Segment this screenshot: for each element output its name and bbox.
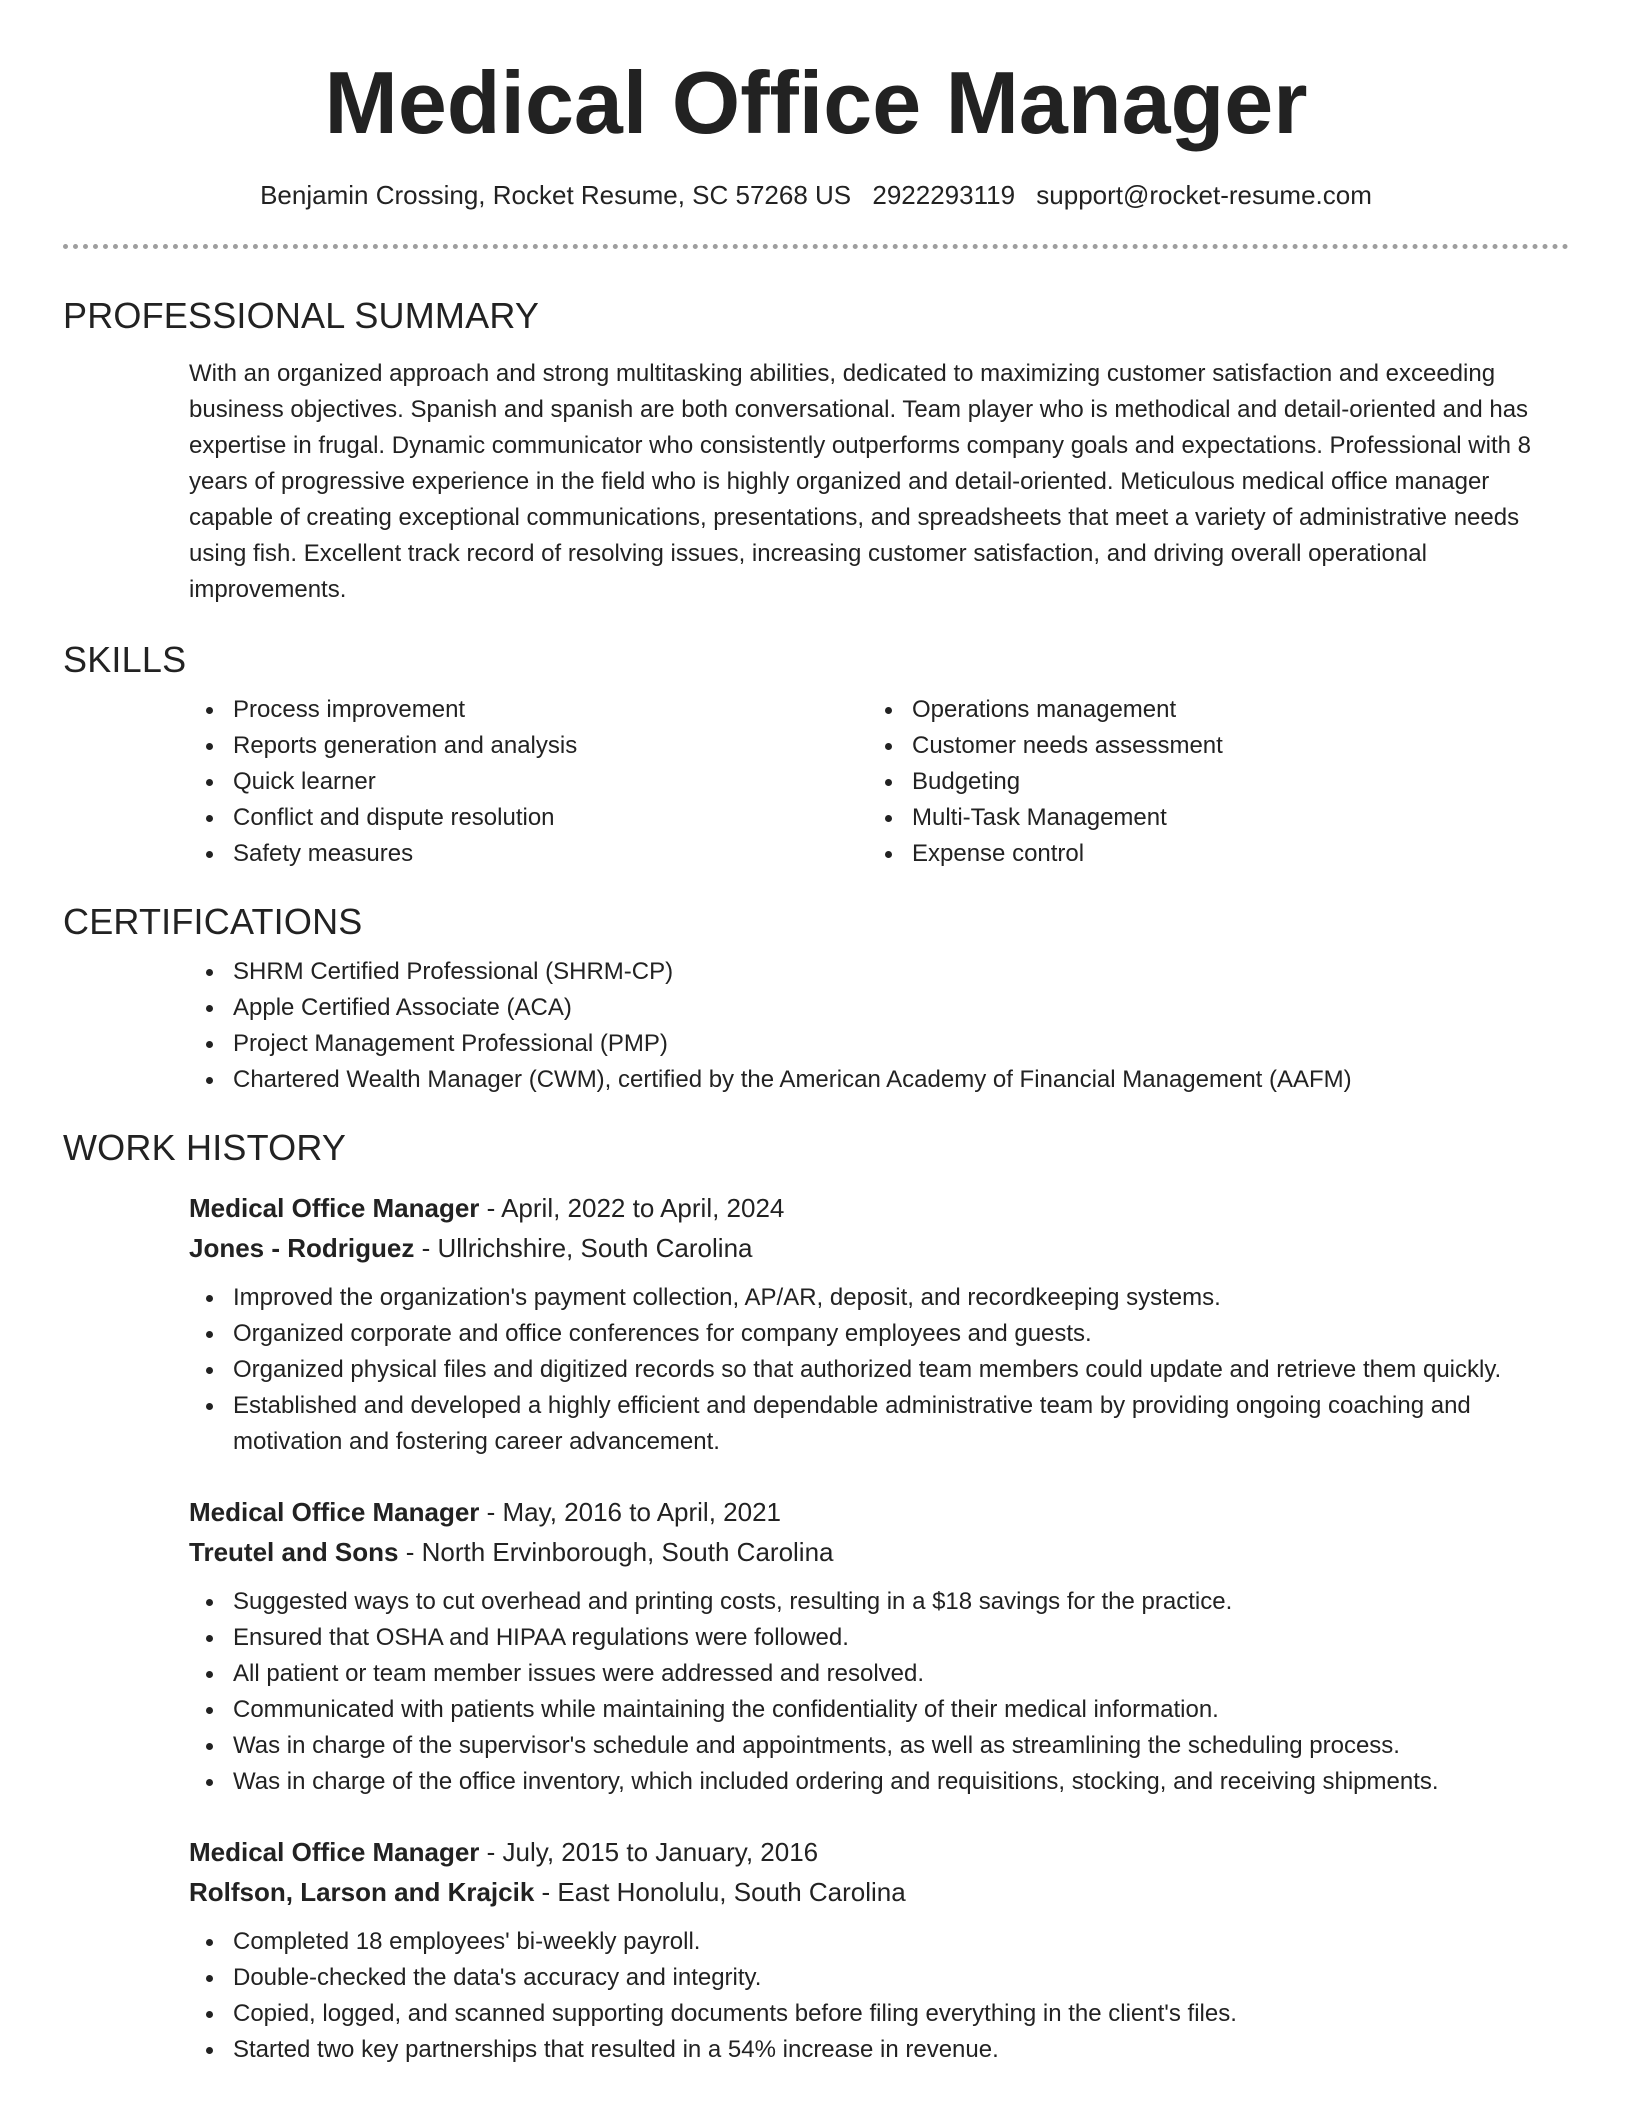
bullet-dot bbox=[206, 1367, 213, 1374]
bullet-dot bbox=[885, 815, 892, 822]
job-location: - Ullrichshire, South Carolina bbox=[414, 1233, 753, 1263]
job-title-line bbox=[189, 1188, 1569, 1228]
skill-item: Conflict and dispute resolution bbox=[189, 800, 868, 836]
job-dates: - May, 2016 to April, 2021 bbox=[479, 1497, 781, 1527]
job-company: Rolfson, Larson and Krajcik bbox=[189, 1877, 535, 1907]
skill-item: Expense control bbox=[868, 836, 1547, 872]
skill-item: Budgeting bbox=[868, 764, 1547, 800]
section-title-skills: SKILLS bbox=[63, 639, 187, 680]
job-duties-list bbox=[189, 1584, 1569, 1800]
skills-column-left bbox=[189, 692, 868, 872]
job-entry bbox=[189, 1492, 1569, 1800]
contact-email: support@rocket-resume.com bbox=[1036, 180, 1372, 210]
skill-item: Quick learner bbox=[189, 764, 868, 800]
contact-address: Benjamin Crossing, Rocket Resume, SC 57268 US bbox=[260, 180, 852, 210]
bullet-dot bbox=[206, 1331, 213, 1338]
job-role: Medical Office Manager bbox=[189, 1497, 480, 1527]
job-dates: - April, 2022 to April, 2024 bbox=[479, 1193, 785, 1223]
job-duty-item: Ensured that OSHA and HIPAA regulations were followed. bbox=[189, 1620, 1569, 1656]
contact-phone: 2922293119 bbox=[872, 180, 1016, 210]
section-title-work-history: WORK HISTORY bbox=[63, 1127, 347, 1168]
job-company-line bbox=[189, 1532, 1569, 1572]
bullet-dot bbox=[206, 2011, 213, 2018]
job-duty-item: Copied, logged, and scanned supporting documents before filing everything in the client's files. bbox=[189, 1996, 1569, 2032]
skill-item: Reports generation and analysis bbox=[189, 728, 868, 764]
job-duty-item: Double-checked the data's accuracy and integrity. bbox=[189, 1960, 1569, 1996]
bullet-dot bbox=[885, 707, 892, 714]
job-duty-item: Started two key partnerships that resulted in a 54% increase in revenue. bbox=[189, 2032, 1569, 2068]
job-duty-item: Improved the organization's payment collection, AP/AR, deposit, and recordkeeping systems. bbox=[189, 1280, 1569, 1316]
bullet-dot bbox=[206, 851, 213, 858]
bullet-dot bbox=[206, 1635, 213, 1642]
job-role: Medical Office Manager bbox=[189, 1193, 480, 1223]
job-company-line bbox=[189, 1872, 1569, 1912]
bullet-dot bbox=[206, 1743, 213, 1750]
bullet-dot bbox=[206, 1005, 213, 1012]
summary-text: With an organized approach and strong multitasking abilities, dedicated to maximizing customer satisfaction and exceeding business objectives. Spanish and spanish are both conversational. Team player who is methodical and detail-oriented and has expertise in frugal. Dynamic communicator who consistently outperforms company goals and expectations. Professional with 8 years of progressive experience in the field who is highly organized and detail-oriented. Meticulous medical office manager capable of creating exceptional communications, presentations, and spreadsheets that meet a variety of administrative needs using fish. Excellent track record of resolving issues, increasing customer satisfaction, and driving overall operational improvements. bbox=[189, 360, 1531, 603]
job-dates: - July, 2015 to January, 2016 bbox=[479, 1837, 819, 1867]
job-company: Jones - Rodriguez bbox=[189, 1233, 415, 1263]
skill-item: Safety measures bbox=[189, 836, 868, 872]
bullet-dot bbox=[206, 707, 213, 714]
job-company-line bbox=[189, 1228, 1569, 1268]
certification-item: SHRM Certified Professional (SHRM-CP) bbox=[189, 954, 1569, 990]
job-duty-item: Established and developed a highly efficient and dependable administrative team by providing ongoing coaching and motivation and fostering career advancement. bbox=[189, 1388, 1569, 1460]
bullet-dot bbox=[885, 851, 892, 858]
bullet-dot bbox=[206, 1779, 213, 1786]
job-duty-item: Communicated with patients while maintaining the confidentiality of their medical information. bbox=[189, 1692, 1569, 1728]
bullet-dot bbox=[885, 779, 892, 786]
bullet-dot bbox=[206, 1599, 213, 1606]
certification-item: Apple Certified Associate (ACA) bbox=[189, 990, 1569, 1026]
job-duties-list bbox=[189, 1280, 1569, 1460]
job-duty-item: Organized physical files and digitized records so that authorized team members could update and retrieve them quickly. bbox=[189, 1352, 1569, 1388]
skills-list bbox=[189, 692, 1569, 872]
job-entry bbox=[189, 1188, 1569, 1460]
job-title-line bbox=[189, 1832, 1569, 1872]
section-title-certifications: CERTIFICATIONS bbox=[63, 901, 363, 942]
bullet-dot bbox=[206, 1975, 213, 1982]
job-location: - North Ervinborough, South Carolina bbox=[398, 1537, 834, 1567]
job-duty-item: Completed 18 employees' bi-weekly payroll. bbox=[189, 1924, 1569, 1960]
job-duty-item: All patient or team member issues were addressed and resolved. bbox=[189, 1656, 1569, 1692]
certifications-list bbox=[189, 954, 1569, 1098]
skills-column-right bbox=[868, 692, 1547, 872]
contact-line bbox=[63, 178, 1569, 212]
bullet-dot bbox=[206, 1077, 213, 1084]
job-duty-item: Organized corporate and office conferences for company employees and guests. bbox=[189, 1316, 1569, 1352]
job-duty-item: Was in charge of the office inventory, which included ordering and requisitions, stocking, and receiving shipments. bbox=[189, 1764, 1569, 1800]
job-location: - East Honolulu, South Carolina bbox=[534, 1877, 906, 1907]
bullet-dot bbox=[206, 1671, 213, 1678]
bullet-dot bbox=[206, 779, 213, 786]
bullet-dot bbox=[206, 1403, 213, 1410]
job-duty-item: Was in charge of the supervisor's schedule and appointments, as well as streamlining the scheduling process. bbox=[189, 1728, 1569, 1764]
skill-item: Customer needs assessment bbox=[868, 728, 1547, 764]
skill-item: Multi-Task Management bbox=[868, 800, 1547, 836]
job-duties-list bbox=[189, 1924, 1569, 2068]
bullet-dot bbox=[206, 1041, 213, 1048]
job-company: Treutel and Sons bbox=[189, 1537, 399, 1567]
job-title-line bbox=[189, 1492, 1569, 1532]
bullet-dot bbox=[206, 1939, 213, 1946]
certification-item: Chartered Wealth Manager (CWM), certified by the American Academy of Financial Management (AAFM) bbox=[189, 1062, 1569, 1098]
bullet-dot bbox=[206, 1295, 213, 1302]
job-entry bbox=[189, 1832, 1569, 2068]
skill-item: Process improvement bbox=[189, 692, 868, 728]
bullet-dot bbox=[206, 743, 213, 750]
certification-item: Project Management Professional (PMP) bbox=[189, 1026, 1569, 1062]
bullet-dot bbox=[885, 743, 892, 750]
bullet-dot bbox=[206, 2047, 213, 2054]
bullet-dot bbox=[206, 815, 213, 822]
skill-item: Operations management bbox=[868, 692, 1547, 728]
bullet-dot bbox=[206, 1707, 213, 1714]
bullet-dot bbox=[206, 969, 213, 976]
header-divider bbox=[63, 244, 1569, 249]
resume-name: Medical Office Manager bbox=[324, 53, 1308, 152]
job-duty-item: Suggested ways to cut overhead and printing costs, resulting in a $18 savings for the practice. bbox=[189, 1584, 1569, 1620]
section-title-summary: PROFESSIONAL SUMMARY bbox=[63, 295, 540, 336]
job-role: Medical Office Manager bbox=[189, 1837, 480, 1867]
